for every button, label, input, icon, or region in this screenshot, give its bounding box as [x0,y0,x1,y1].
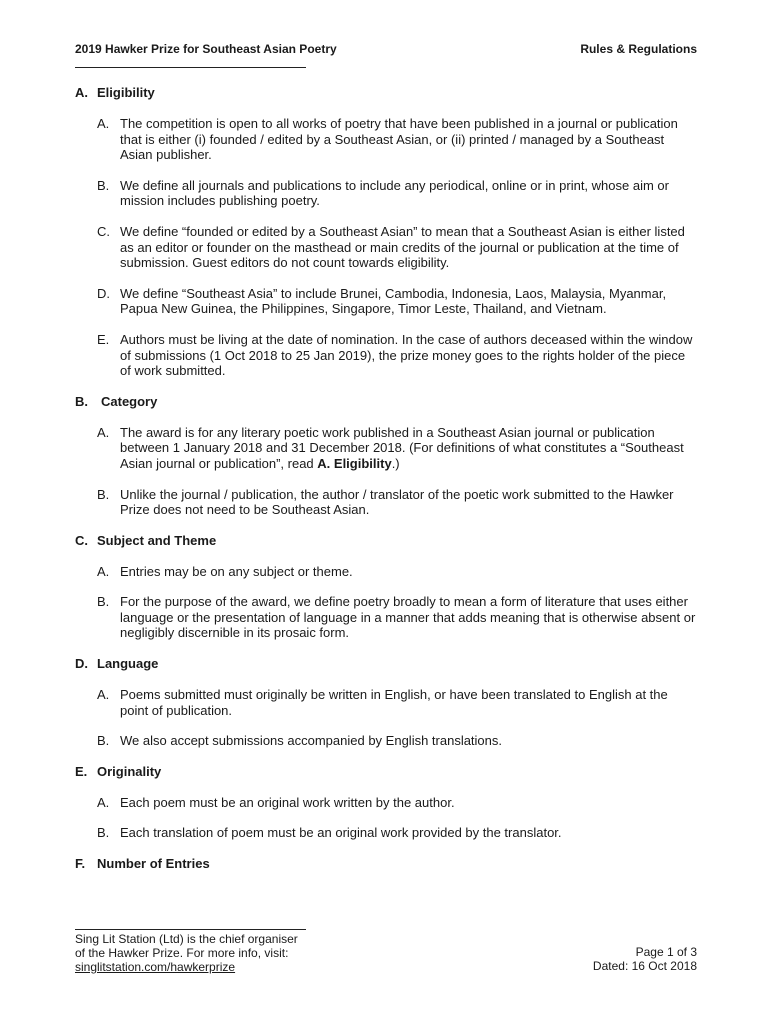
document-title: 2019 Hawker Prize for Southeast Asian Poetry [75,42,337,56]
clause-text: We define “Southeast Asia” to include Brunei, Cambodia, Indonesia, Laos, Malaysia, Myanmar, Papua New Guinea, the Philippines, Singapore, Timor Leste, Thailand, and Vietnam. [120,285,667,317]
clause-item [75,224,697,271]
clause-letter: E. [97,331,110,347]
section-heading [75,85,697,101]
clause-text: We also accept submissions accompanied by English translations. [120,733,503,749]
clause-item [75,332,697,379]
section-heading [75,394,697,410]
section-letter: A. [75,85,88,100]
clause-letter: C. [97,223,110,239]
section-letter: F. [75,856,86,872]
section-heading [75,764,697,780]
section-title: Number of Entries [97,856,210,872]
clause-text: Each poem must be an original work written by the author. [120,794,455,810]
clause-item [75,116,697,163]
clause-letter: B. [97,486,110,502]
clause-text: We define “founded or edited by a Southeast Asian” to mean that a Southeast Asian is either listed as an editor or founder on the masthead or main credits of the journal or publication at the time of submission. Guest editors do not count towards eligibility. [120,223,685,271]
page-header [75,42,697,58]
section-letter: C. [75,532,88,548]
footer-line-1: Sing Lit Station (Ltd) is the chief organiser [75,932,298,946]
clause-letter: B. [97,177,110,193]
clause-letter: A. [97,563,110,579]
section-title: Language [97,656,159,672]
document-subtitle: Rules & Regulations [580,42,697,56]
clause-letter: A. [97,116,110,131]
footer-organiser-note [75,932,298,974]
section-letter: B. [75,393,88,409]
clause-item [75,564,697,580]
clause-item [75,178,697,209]
section-heading [75,533,697,549]
clause-text: Each translation of poem must be an original work provided by the translator. [120,825,562,841]
document-date: Dated: 16 Oct 2018 [592,959,697,973]
clause-item [75,425,697,472]
footer-website-link[interactable]: singlitstation.com/hawkerprize [75,960,236,974]
clause-letter: B. [97,594,110,610]
clause-text-end: .) [391,455,400,471]
clause-item [75,795,697,811]
section-title: Originality [97,763,162,779]
clause-letter: B. [97,825,110,841]
clause-text: Authors must be living at the date of nomination. In the case of authors deceased within the window of submissions (1 Oct 2018 to 25 Jan 2019), the prize money goes to the rights holder of the piece of work submitted. [120,331,693,379]
footer-page-info [593,945,697,973]
header-divider [75,67,306,68]
clause-text: Entries may be on any subject or theme. [120,563,353,579]
clause-text: The competition is open to all works of poetry that have been published in a journal or publication that is either (i) founded / edited by a Southeast Asian, or (ii) printed / managed by a Southeast Asian publisher. [120,116,678,163]
clause-item [75,687,697,718]
clause-letter: A. [97,687,110,703]
clause-item [75,286,697,317]
section-letter: D. [75,656,88,672]
section-heading [75,856,697,872]
footer-divider [75,929,306,930]
clause-text: The award is for any literary poetic work published in a Southeast Asian journal or publication between 1 January 2018 and 31 December 2018. (For definitions of what constitutes a “Southeast Asian journal or publication”, read [120,424,684,471]
section-title: Category [101,393,158,409]
section-title: Subject and Theme [97,532,217,548]
clause-item [75,594,697,641]
clause-text: For the purpose of the award, we define poetry broadly to mean a form of literature that uses either language or the presentation of language in a manner that adds meaning that is otherwise absent or negligibly discernible in its prosaic form. [120,594,696,641]
clause-reference: A. Eligibility [317,455,392,471]
footer-line-2: of the Hawker Prize. For more info, visit: [75,946,289,960]
clause-item [75,825,697,841]
clause-letter: A. [97,424,110,440]
clause-text: Unlike the journal / publication, the author / translator of the poetic work submitted to the Hawker Prize does not need to be Southeast Asian. [120,486,674,518]
clause-letter: A. [97,794,110,810]
clause-item [75,487,697,518]
clause-letter: D. [97,285,110,301]
section-letter: E. [75,763,88,779]
clause-letter: B. [97,733,110,749]
clause-text: Poems submitted must originally be written in English, or have been translated to English at the point of publication. [120,687,668,718]
clause-item [75,733,697,749]
document-body [75,85,697,872]
section-heading [75,656,697,672]
section-title: Eligibility [97,85,155,100]
page-number: Page 1 of 3 [635,945,697,959]
clause-text: We define all journals and publications to include any periodical, online or in print, whose aim or mission includes publishing poetry. [120,177,669,209]
